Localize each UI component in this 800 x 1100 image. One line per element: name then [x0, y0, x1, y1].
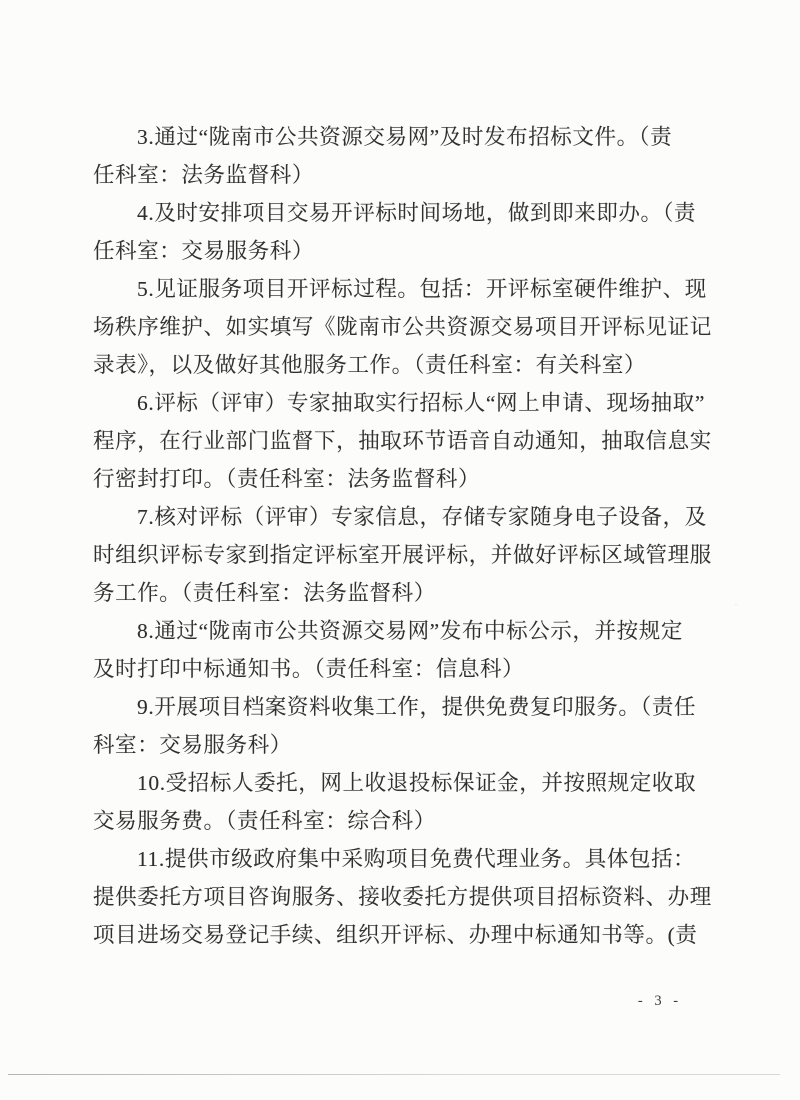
paragraph-first-line: 5.见证服务项目开评标过程。包括：开评标室硬件维护、现: [137, 277, 707, 301]
paragraph: [93, 194, 715, 270]
page-number: - 3 -: [637, 993, 683, 1009]
paragraph-line: 及时打印中标通知书。（责任科室：信息科）: [93, 657, 525, 681]
paragraph-first-line: 7.核对评标（评审）专家信息，存储专家随身电子设备，及: [137, 505, 707, 529]
paragraph-line: 项目进场交易登记手续、组织开评标、办理中标通知书等。(责: [93, 923, 698, 947]
paragraph-first-line: 4.及时安排项目交易开评标时间场地，做到即来即办。（责: [137, 201, 697, 225]
paragraph-line: 行密封打印。（责任科室：法务监督科）: [93, 467, 481, 491]
paragraph: [93, 498, 715, 612]
scan-edge-line: [8, 1074, 780, 1075]
paragraph: [93, 764, 715, 840]
paragraph-line: 任科室：法务监督科）: [93, 163, 315, 187]
paragraph: [93, 612, 715, 688]
paragraph-line: 时组织评标专家到指定评标室开展评标，并做好评标区域管理服: [93, 543, 712, 567]
paragraph-line: 交易服务费。（责任科室：综合科）: [93, 809, 436, 833]
paragraph-line: 程序，在行业部门监督下，抽取环节语音自动通知，抽取信息实: [93, 429, 712, 453]
paragraph-first-line: 11.提供市级政府集中采购项目免费代理业务。具体包括：: [137, 847, 696, 871]
paragraph: [93, 688, 715, 764]
paragraph: [93, 118, 715, 194]
paragraph: [93, 840, 715, 954]
paragraph-first-line: 3.通过“陇南市公共资源交易网”及时发布招标文件。（责: [137, 125, 673, 149]
paragraph-first-line: 8.通过“陇南市公共资源交易网”发布中标公示，并按规定: [137, 619, 683, 643]
paragraph-line: 任科室：交易服务科）: [93, 239, 315, 263]
paragraph-line: 提供委托方项目咨询服务、接收委托方提供项目招标资料、办理: [93, 885, 712, 909]
paragraph-line: 场秩序维护、如实填写《陇南市公共资源交易项目开评标见证记: [93, 315, 712, 339]
document-body: [93, 118, 715, 954]
paragraph-line: 科室：交易服务科）: [93, 733, 292, 757]
paragraph: [93, 270, 715, 384]
paragraph-first-line: 6.评标（评审）专家抽取实行招标人“网上申请、现场抽取”: [137, 391, 706, 415]
paragraph-first-line: 10.受招标人委托，网上收退投标保证金，并按照规定收取: [137, 771, 697, 795]
paragraph-first-line: 9.开展项目档案资料收集工作，提供免费复印服务。（责任: [137, 695, 697, 719]
paragraph-line: 务工作。（责任科室：法务监督科）: [93, 581, 436, 605]
paragraph-line: 录表》，以及做好其他服务工作。（责任科室：有关科室）: [93, 353, 647, 377]
paragraph: [93, 384, 715, 498]
